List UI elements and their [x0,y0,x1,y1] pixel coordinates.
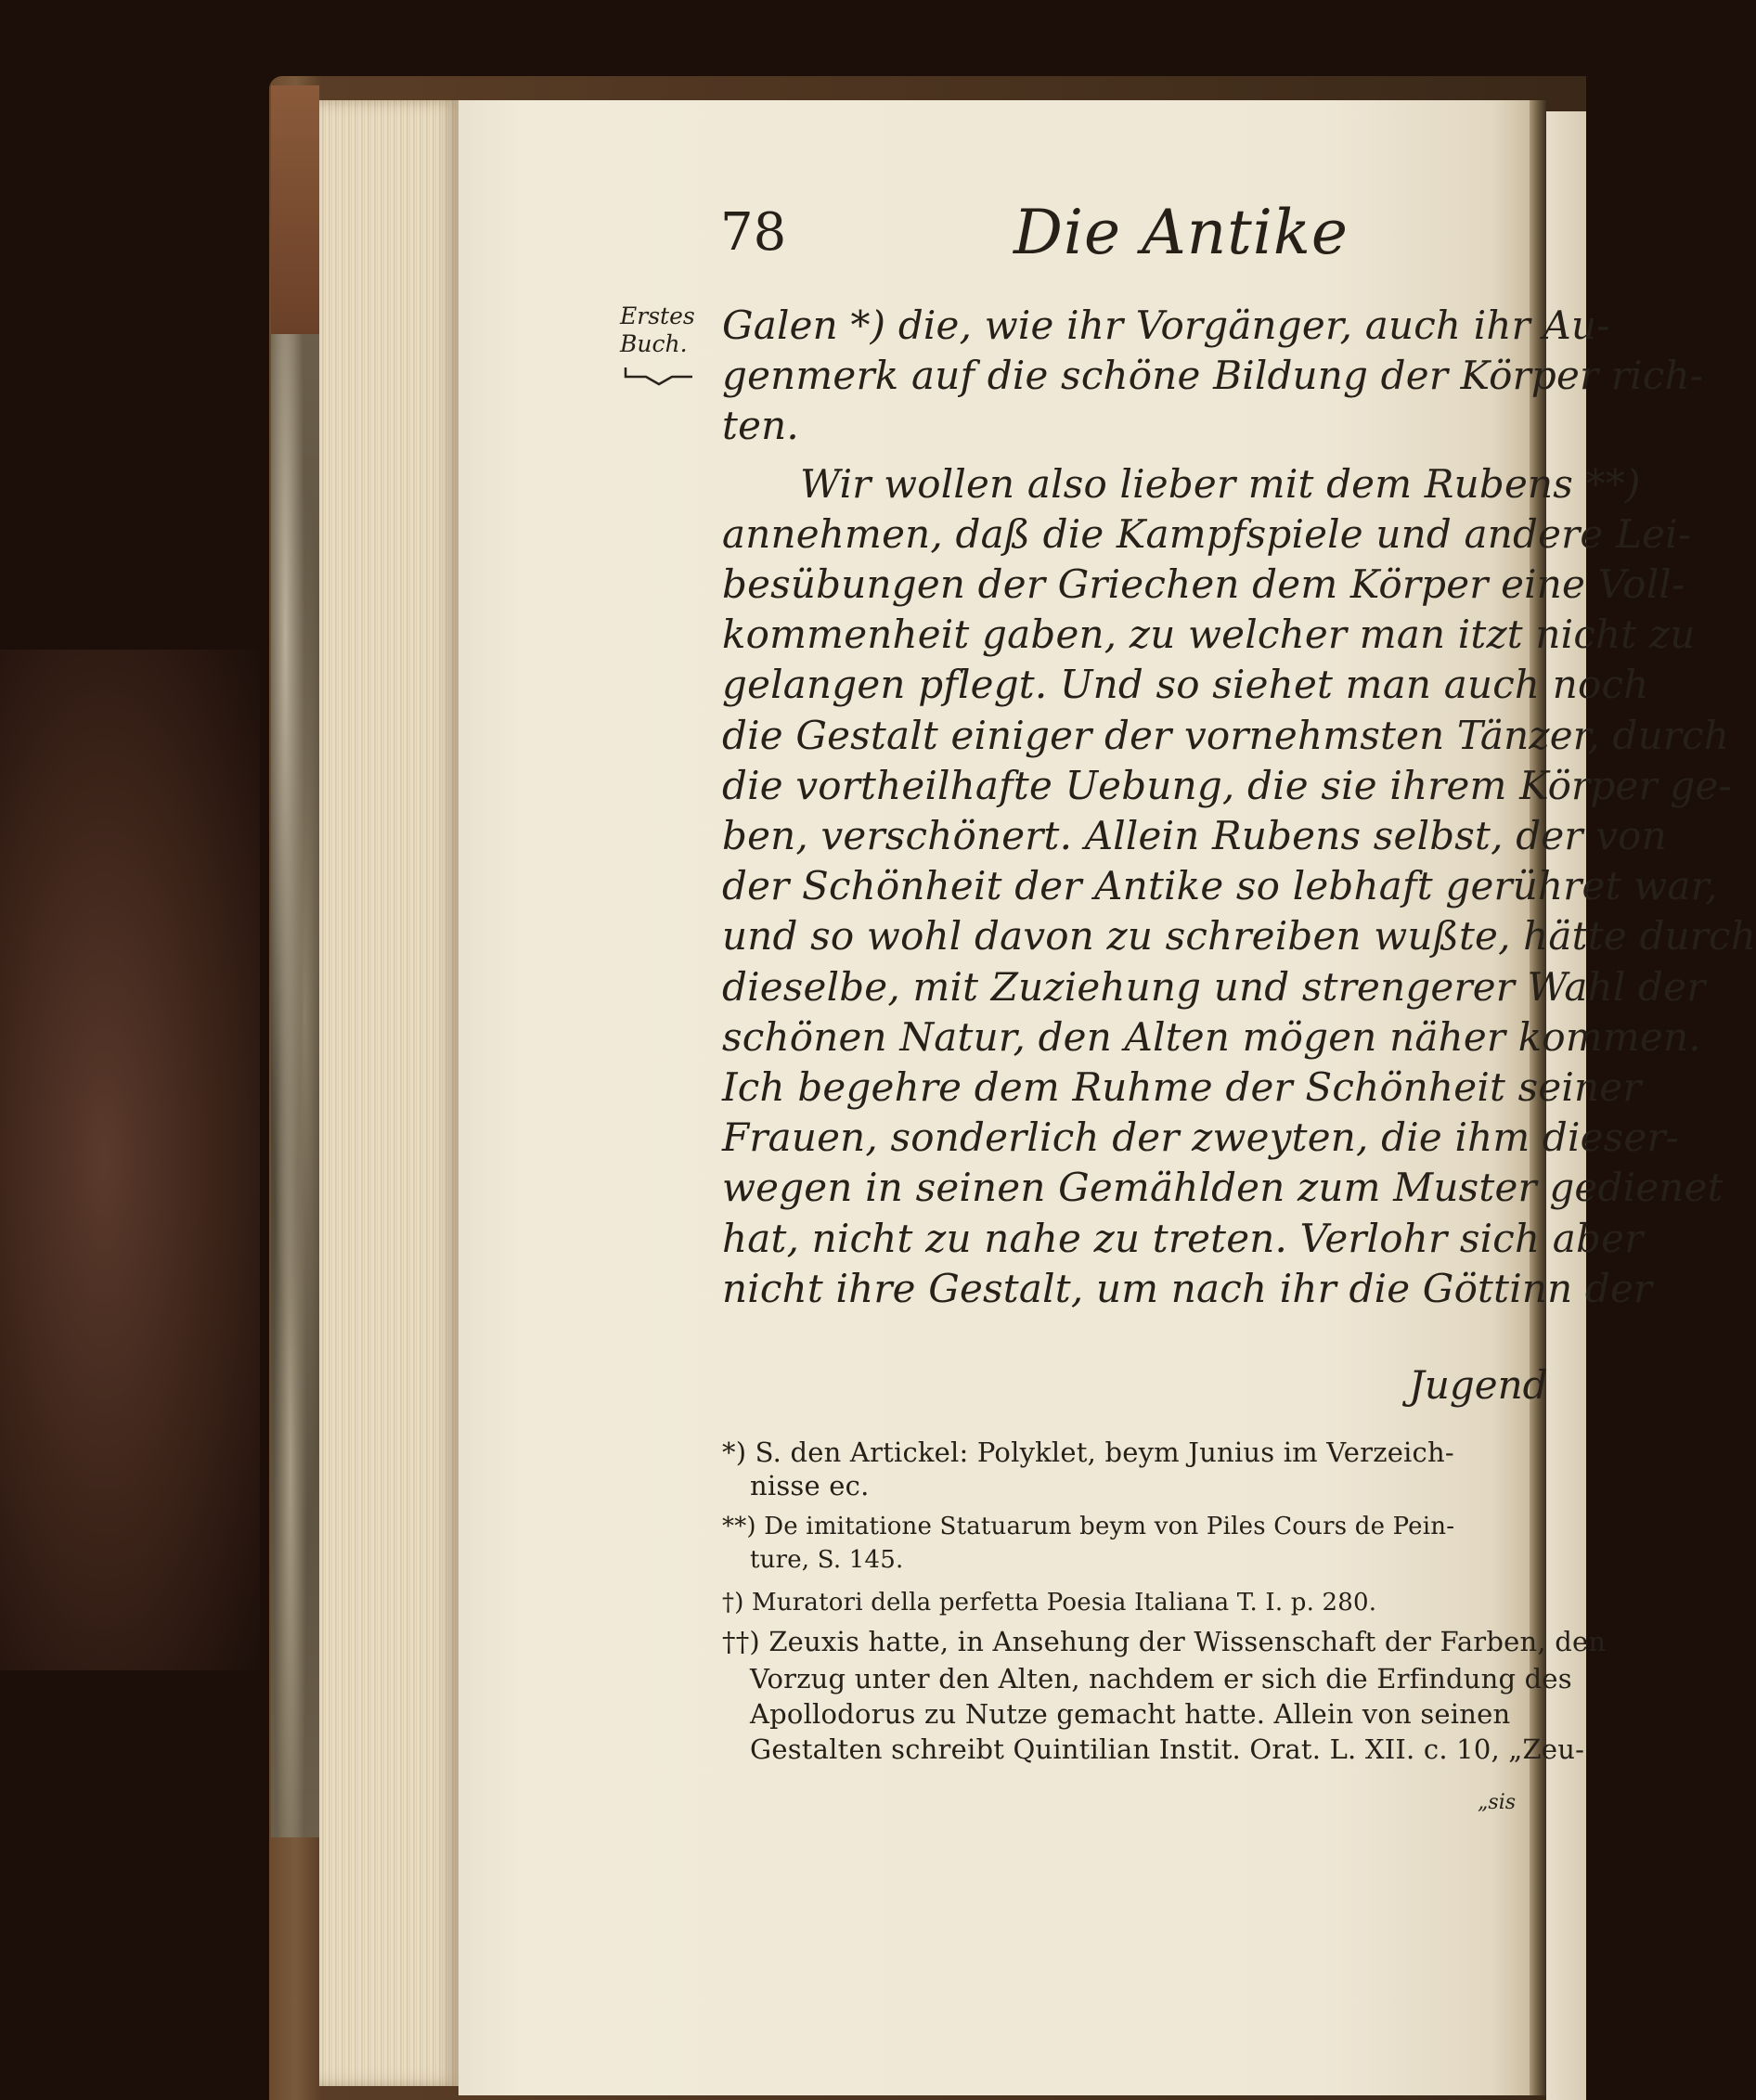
footnote-line: †) Muratori della perfetta Poesia Italiana T. I. p. 280. [722,1589,1377,1617]
body-text-line: Ich begehre dem Ruhme der Schönheit seiner [722,1064,1642,1110]
body-text-line: Wir wollen also lieber mit dem Rubens **) [800,460,1641,507]
body-text-line: annehmen, daß die Kampfspiele und andere Lei- [722,510,1692,557]
book-spine-leather [271,85,319,336]
footnote-continuation: „sis [1478,1791,1517,1814]
running-head: Die Antike [1014,197,1349,268]
body-text-line: ten. [722,403,799,449]
body-text-line: besübungen der Griechen dem Körper eine Voll- [722,561,1685,607]
body-text-line: die vortheilhafte Uebung, die sie ihrem Körper ge- [722,762,1732,808]
body-text-line: der Schönheit der Antike so lebhaft gerühret war, [722,863,1718,909]
side-note-line: Erstes [620,303,695,329]
body-text-line: Galen *) die, wie ihr Vorgänger, auch ihr Au- [722,303,1610,348]
body-text-line: dieselbe, mit Zuziehung und strengerer Wahl der [722,963,1706,1010]
footnote-line: ture, S. 145. [750,1546,904,1574]
side-note-bracket-ornament [624,364,694,386]
footnote-line: Gestalten schreibt Quintilian Instit. Orat. L. XII. c. 10, „Zeu- [750,1733,1585,1765]
side-note-line: Buch. [620,330,688,357]
body-text-line: die Gestalt einiger der vornehmsten Tänzer, durch [722,712,1730,758]
footnote-line: nisse ec. [750,1470,870,1501]
body-text-line: kommenheit gaben, zu welcher man itzt nicht zu [722,612,1696,658]
footnote-line: Vorzug unter den Alten, nachdem er sich die Erfindung des [750,1663,1572,1694]
footnote-line: **) De imitatione Statuarum beym von Piles Cours de Pein- [722,1513,1455,1540]
body-text-line: genmerk auf die schöne Bildung der Körper rich- [722,353,1704,399]
catchword: Jugend [1409,1362,1548,1408]
footnote-line: ††) Zeuxis hatte, in Ansehung der Wissenschaft der Farben, den [722,1626,1607,1657]
body-text-line: hat, nicht zu nahe zu treten. Verlohr sich aber [722,1215,1644,1261]
body-text-line: wegen in seinen Gemählden zum Muster gedienet [722,1165,1724,1211]
page-edges [319,100,458,2086]
body-text-line: schönen Natur, den Alten mögen näher kommen. [722,1013,1701,1060]
book-spine-marbled-paper [271,334,319,1837]
body-text-line: nicht ihre Gestalt, um nach ihr die Göttinn der [722,1265,1653,1311]
footnote-line: *) S. den Artickel: Polyklet, beym Junius im Verzeich- [722,1437,1454,1468]
body-text-line: ben, verschönert. Allein Rubens selbst, der von [722,813,1667,858]
body-text-line: Frauen, sonderlich der zweyten, die ihm dieser- [722,1114,1680,1161]
body-text-line: und so wohl davon zu schreiben wußte, hätte durch [722,913,1756,960]
background-surface [0,650,260,1670]
page-number: 78 [720,202,787,263]
body-text-line: gelangen pflegt. Und so siehet man auch noch [722,662,1649,708]
footnote-line: Apollodorus zu Nutze gemacht hatte. Allein von seinen [750,1698,1511,1730]
